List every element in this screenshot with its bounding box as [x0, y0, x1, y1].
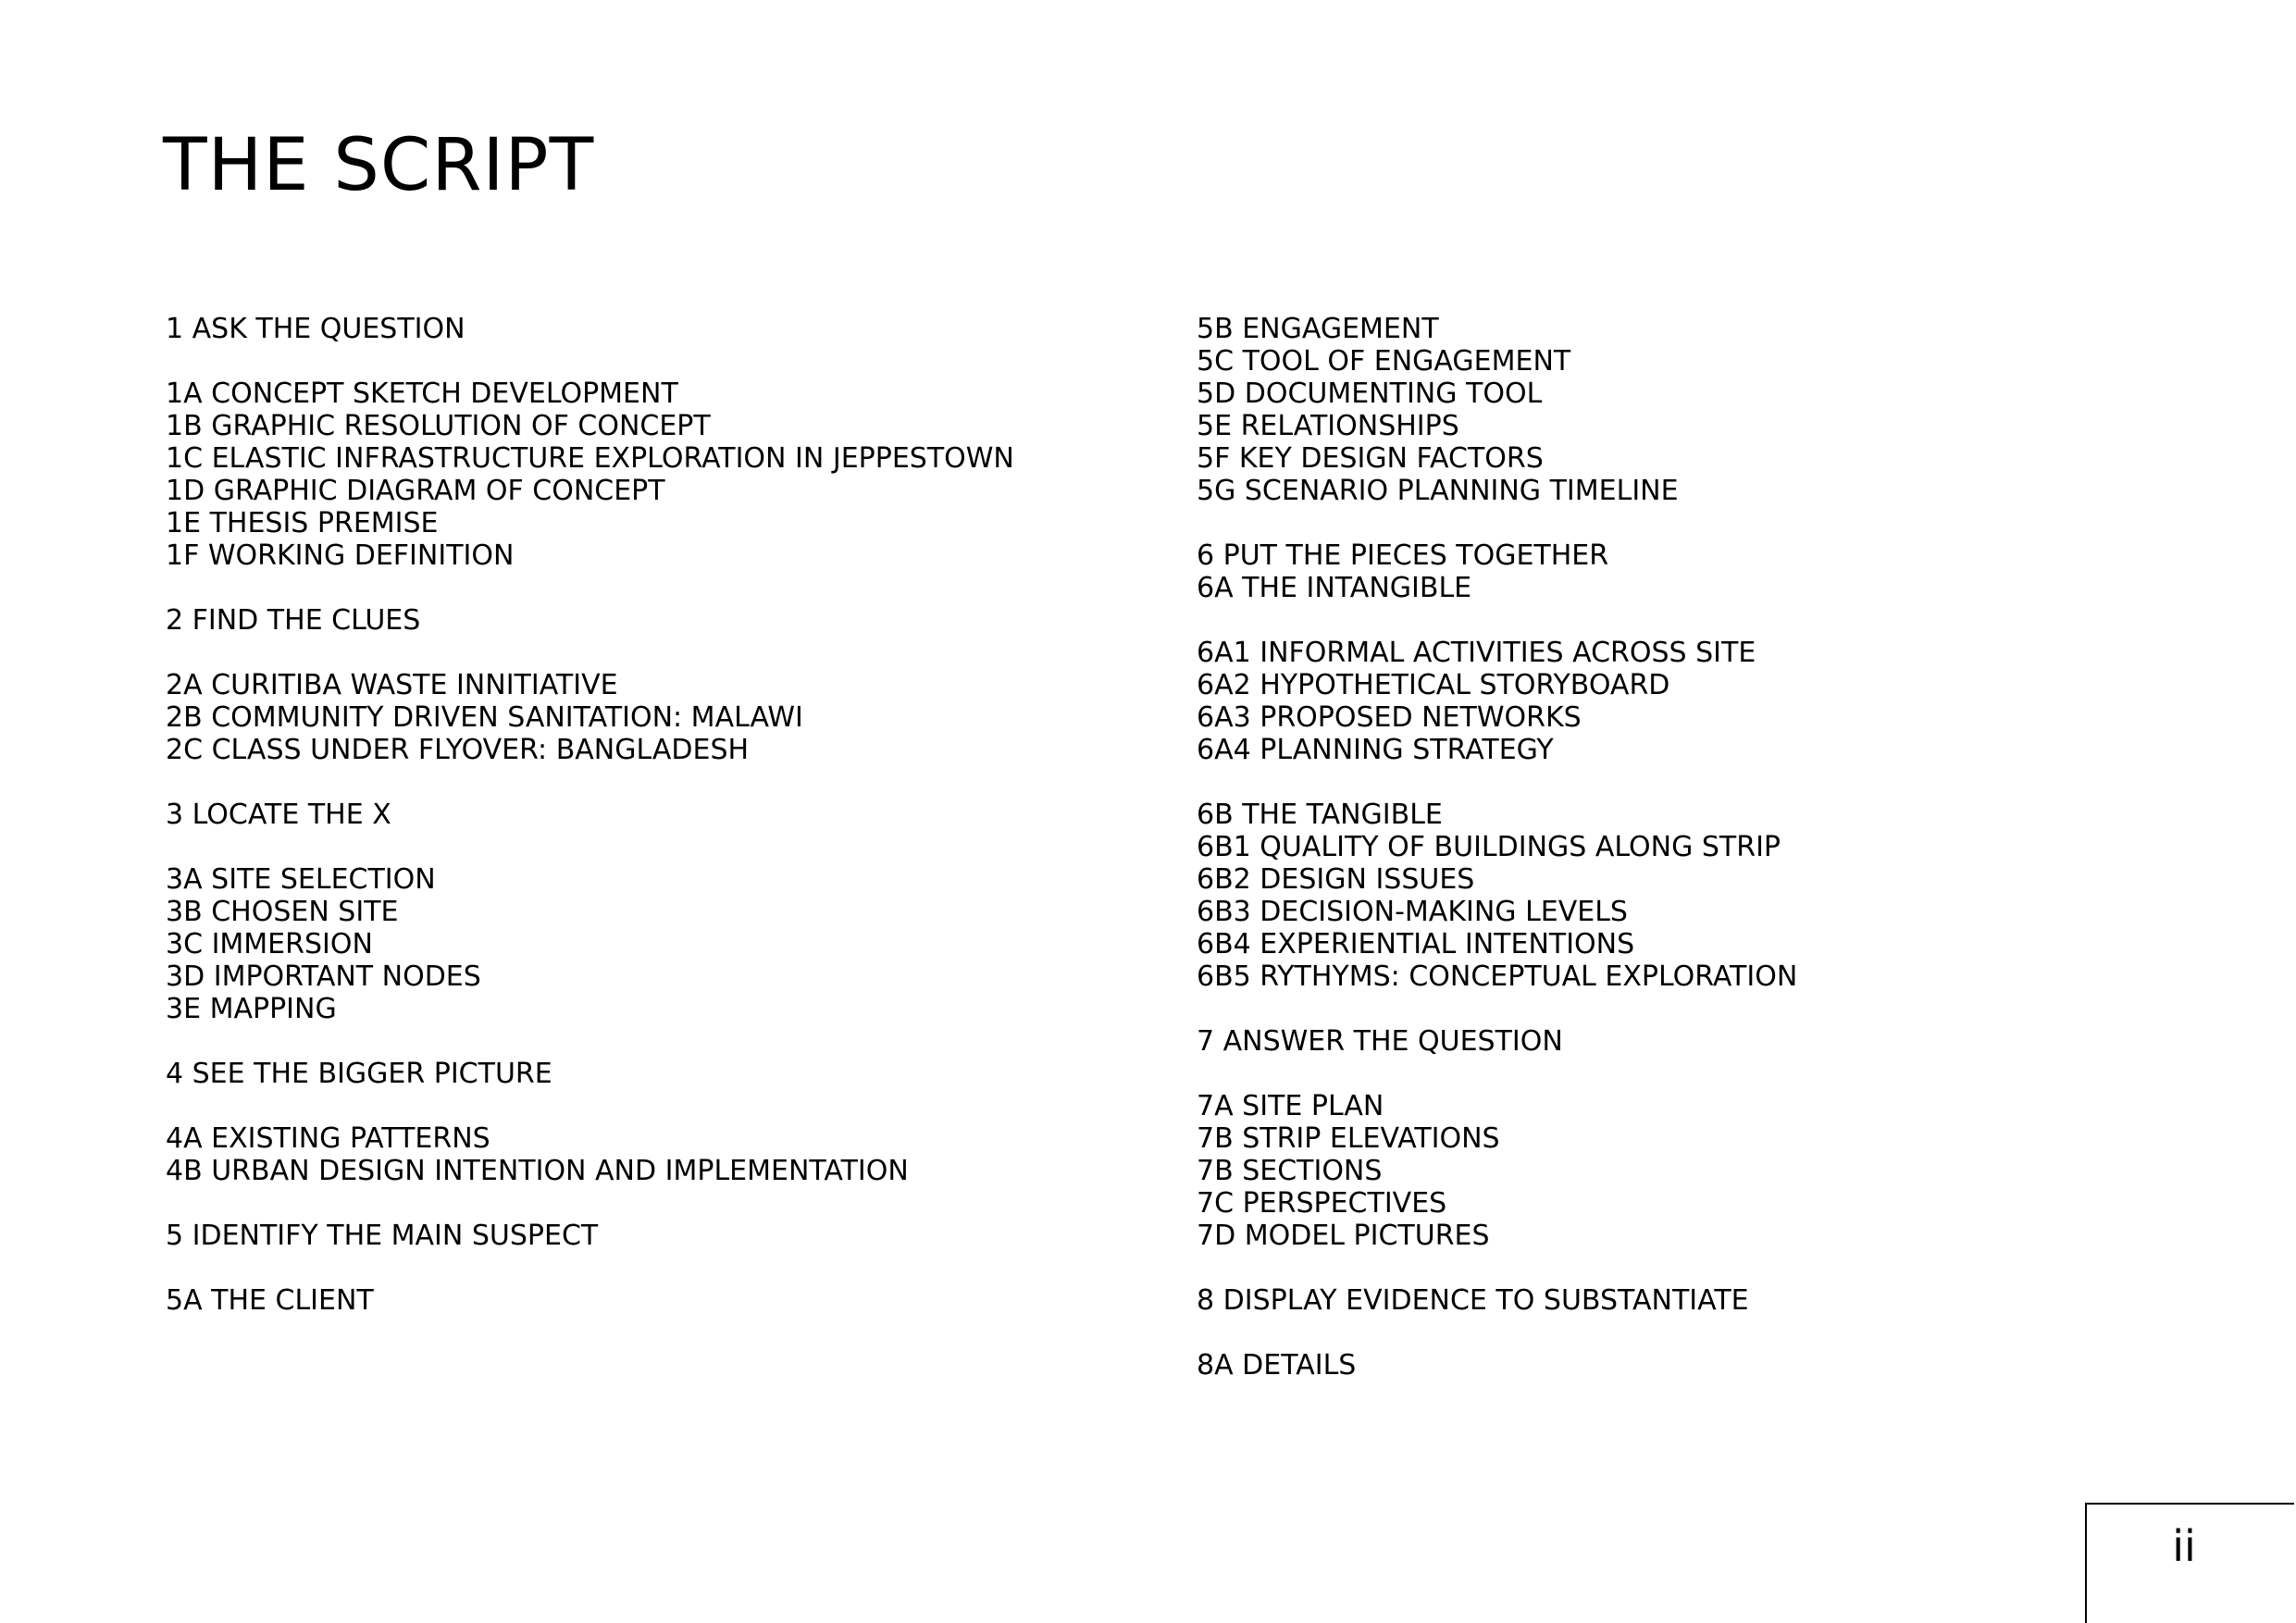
toc-spacer — [1197, 604, 1797, 637]
toc-spacer — [1197, 1058, 1797, 1090]
toc-left-column — [166, 313, 1014, 1317]
toc-spacer — [166, 831, 1014, 863]
toc-spacer — [166, 1252, 1014, 1284]
toc-entry: 8 DISPLAY EVIDENCE TO SUBSTANTIATE — [1197, 1284, 1749, 1317]
toc-entry: 1D GRAPHIC DIAGRAM OF CONCEPT — [166, 475, 665, 507]
toc-entry: 5G SCENARIO PLANNING TIMELINE — [1197, 475, 1679, 507]
toc-entry: 3D IMPORTANT NODES — [166, 960, 481, 993]
toc-entry: 1A CONCEPT SKETCH DEVELOPMENT — [166, 378, 678, 410]
toc-entry: 4A EXISTING PATTERNS — [166, 1122, 490, 1155]
toc-entry: 7 ANSWER THE QUESTION — [1197, 1025, 1563, 1058]
toc-entry: 7B SECTIONS — [1197, 1155, 1383, 1187]
toc-entry: 7C PERSPECTIVES — [1197, 1187, 1447, 1220]
toc-entry: 5B ENGAGEMENT — [1197, 313, 1439, 345]
page-number-box — [2085, 1503, 2294, 1623]
toc-entry: 1C ELASTIC INFRASTRUCTURE EXPLORATION IN JEPPESTOWN — [166, 442, 1014, 475]
toc-entry: 6A4 PLANNING STRATEGY — [1197, 734, 1554, 766]
toc-entry: 2A CURITIBA WASTE INNITIATIVE — [166, 669, 618, 701]
toc-entry: 5E RELATIONSHIPS — [1197, 410, 1459, 442]
toc-entry: 4B URBAN DESIGN INTENTION AND IMPLEMENTATION — [166, 1155, 909, 1187]
toc-entry: 6A3 PROPOSED NETWORKS — [1197, 701, 1582, 734]
page-number: ii — [2172, 1521, 2196, 1571]
toc-entry: 8A DETAILS — [1197, 1349, 1357, 1381]
toc-entry: 4 SEE THE BIGGER PICTURE — [166, 1058, 552, 1090]
toc-entry: 3B CHOSEN SITE — [166, 896, 399, 928]
toc-spacer — [1197, 993, 1797, 1025]
toc-entry: 6B1 QUALITY OF BUILDINGS ALONG STRIP — [1197, 831, 1781, 863]
toc-right-column — [1197, 313, 1797, 1381]
toc-entry: 2B COMMUNITY DRIVEN SANITATION: MALAWI — [166, 701, 803, 734]
toc-spacer — [1197, 1317, 1797, 1349]
toc-entry: 1 ASK THE QUESTION — [166, 313, 465, 345]
toc-entry: 5A THE CLIENT — [166, 1284, 374, 1317]
toc-spacer — [1197, 507, 1797, 539]
toc-entry: 5C TOOL OF ENGAGEMENT — [1197, 345, 1571, 378]
toc-entry: 1B GRAPHIC RESOLUTION OF CONCEPT — [166, 410, 711, 442]
toc-spacer — [166, 1025, 1014, 1058]
toc-spacer — [166, 766, 1014, 799]
toc-entry: 3E MAPPING — [166, 993, 337, 1025]
toc-entry: 6B THE TANGIBLE — [1197, 799, 1443, 831]
page-title: THE SCRIPT — [163, 124, 595, 207]
toc-spacer — [166, 572, 1014, 604]
toc-entry: 6B5 RYTHYMS: CONCEPTUAL EXPLORATION — [1197, 960, 1798, 993]
toc-entry: 5D DOCUMENTING TOOL — [1197, 378, 1543, 410]
toc-entry: 6 PUT THE PIECES TOGETHER — [1197, 539, 1609, 572]
toc-entry: 1E THESIS PREMISE — [166, 507, 439, 539]
toc-entry: 3A SITE SELECTION — [166, 863, 436, 896]
toc-spacer — [166, 1090, 1014, 1122]
toc-entry: 6A2 HYPOTHETICAL STORYBOARD — [1197, 669, 1670, 701]
toc-entry: 3 LOCATE THE X — [166, 799, 391, 831]
toc-entry: 6B4 EXPERIENTIAL INTENTIONS — [1197, 928, 1635, 960]
toc-entry: 2 FIND THE CLUES — [166, 604, 421, 637]
toc-entry: 1F WORKING DEFINITION — [166, 539, 515, 572]
toc-entry: 5 IDENTIFY THE MAIN SUSPECT — [166, 1220, 599, 1252]
toc-entry: 2C CLASS UNDER FLYOVER: BANGLADESH — [166, 734, 750, 766]
toc-entry: 6A1 INFORMAL ACTIVITIES ACROSS SITE — [1197, 637, 1756, 669]
toc-entry: 6A THE INTANGIBLE — [1197, 572, 1472, 604]
toc-spacer — [1197, 1252, 1797, 1284]
toc-entry: 6B2 DESIGN ISSUES — [1197, 863, 1475, 896]
toc-entry: 7A SITE PLAN — [1197, 1090, 1384, 1122]
toc-spacer — [166, 345, 1014, 378]
toc-entry: 3C IMMERSION — [166, 928, 373, 960]
toc-spacer — [1197, 766, 1797, 799]
toc-entry: 7D MODEL PICTURES — [1197, 1220, 1490, 1252]
toc-entry: 7B STRIP ELEVATIONS — [1197, 1122, 1500, 1155]
toc-spacer — [166, 637, 1014, 669]
toc-entry: 6B3 DECISION-MAKING LEVELS — [1197, 896, 1628, 928]
toc-entry: 5F KEY DESIGN FACTORS — [1197, 442, 1544, 475]
toc-spacer — [166, 1187, 1014, 1220]
